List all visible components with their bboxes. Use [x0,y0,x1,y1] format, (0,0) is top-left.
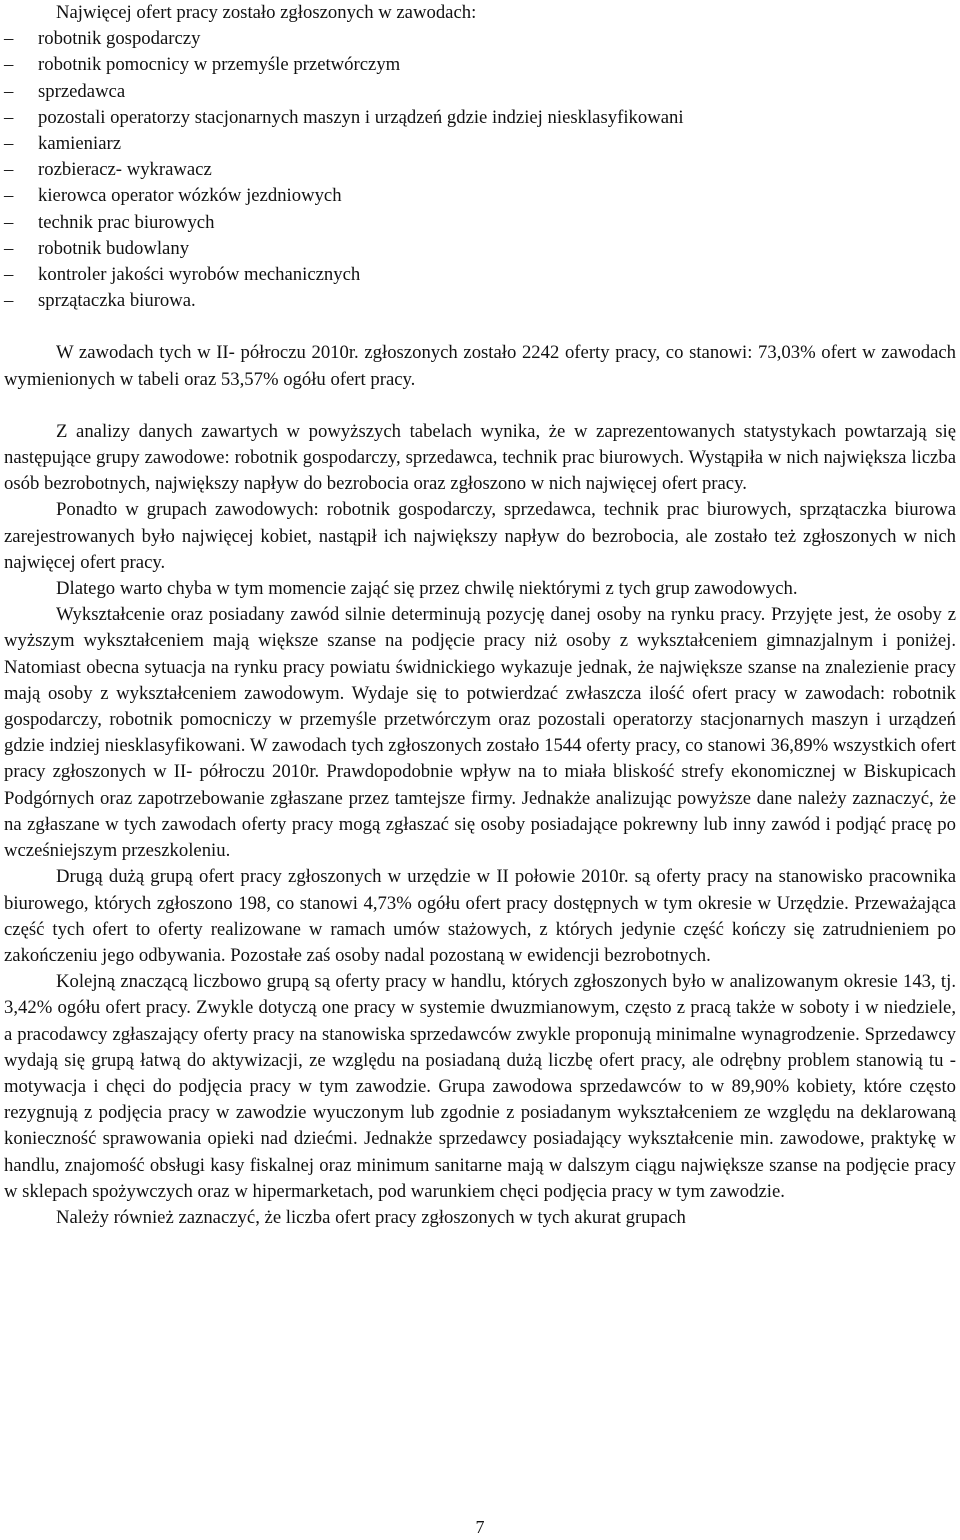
paragraph-groups: Dlatego warto chyba w tym momencie zająć się przez chwilę niektórymi z tych grup zawodowych. [56,578,798,600]
paragraph-women: Ponadto w grupach zawodowych: robotnik gospodarczy, sprzedawca, technik prac biurowych, sprzątaczka biurowa zarejestrowanych było najwięcej kobiet, nastąpił ich największy napływ do bezrobocia, ale zostało też zgłoszonych w nich najwięcej ofert pracy. [4,499,956,573]
list-item: – sprzątaczka biurowa. [4,288,956,314]
dash-bullet: – [4,133,14,155]
dash-bullet: – [4,185,14,207]
dash-bullet: – [4,264,14,286]
spacer [4,393,956,419]
list-item: – kierowca operator wózków jezdniowych [4,183,956,209]
list-item: – kontroler jakości wyrobów mechanicznych [4,262,956,288]
list-item: – sprzedawca [4,79,956,105]
paragraph-summary: W zawodach tych w II- półroczu 2010r. zgłoszonych zostało 2242 oferty pracy, co stanowi: 73,03% ofert w zawodach wymienionych w tabeli oraz 53,57% ogółu ofert pracy. [4,342,956,390]
list-item: – pozostali operatorzy stacjonarnych maszyn i urządzeń gdzie indziej niesklasyfikowani [4,105,956,131]
dash-bullet: – [4,159,14,181]
list-item: – technik prac biurowych [4,210,956,236]
document-page [4,0,956,1231]
dash-bullet: – [4,237,14,259]
list-item: – robotnik pomocnicy w przemyśle przetwórczym [4,52,956,78]
list-item: – robotnik gospodarczy [4,26,956,52]
dash-bullet: – [4,211,14,233]
dash-bullet: – [4,28,14,50]
dash-bullet: – [4,106,14,128]
dash-bullet: – [4,54,14,76]
list-item: – kamieniarz [4,131,956,157]
list-item: – robotnik budowlany [4,236,956,262]
paragraph-education: Wykształcenie oraz posiadany zawód silnie determinują pozycję danej osoby na rynku pracy. Przyjęte jest, że osoby z wyższym wykształceniem mają większe szanse na podjęcie pracy niż osoby z wykształceniem gimnazjalnym i poniżej. Natomiast obecna sytuacja na rynku pracy powiatu świdnickiego wykazuje jednak, że największe szanse na znalezienie pracy mają osoby z wykształceniem zawodowym. Wydaje się to potwierdzać zwłaszcza ilość ofert pracy w zawodach: robotnik gospodarczy, robotnik pomocniczy w przemyśle przetwórczym oraz pozostali operatorzy stacjonarnych maszyn i urządzeń gdzie indziej niesklasyfikowani. W zawodach tych zgłoszonych zostało 1544 oferty pracy, co stanowi 36,89% wszystkich ofert pracy zgłoszonych w II- półroczu 2010r. Prawdopodobnie wpływ na to miała bliskość strefy ekonomicznej w Biskupicach Podgórnych oraz zapotrzebowanie zgłaszane przez tamtejsze firmy. Jednakże analizując powyższe dane należy zaznaczyć, że na zgłaszane w tych zawodach oferty pracy mogą zgłaszać się osoby posiadające pokrewny lub inny zawód i podjąć pracę po wcześniejszym przeszkoleniu. [4,604,956,862]
intro-line: Najwięcej ofert pracy zostało zgłoszonych w zawodach: [56,2,477,23]
paragraph-closing: Należy również zaznaczyć, że liczba ofert pracy zgłoszonych w tych akurat grupach [56,1206,686,1228]
list-item: – rozbieracz- wykrawacz [4,157,956,183]
paragraph-office-worker: Drugą dużą grupą ofert pracy zgłoszonych w urzędzie w II połowie 2010r. są oferty pracy na stanowisko pracownika biurowego, których zgłoszono 198, co stanowi 4,73% ogółu ofert pracy dostępnych w tym okresie w Urzędzie. Przeważająca część tych ofert to oferty realizowane w ramach umów stażowych, z których jedynie część kończy się zatrudnieniem po zakończeniu jego odbywania. Pozostałe zaś osoby nadal pozostaną w ewidencji bezrobotnych. [4,866,956,966]
spacer [4,314,956,340]
page-number: 7 [475,1517,485,1537]
dash-bullet: – [4,80,14,102]
dash-bullet: – [4,290,14,312]
paragraph-trade: Kolejną znaczącą liczbowo grupą są oferty pracy w handlu, których zgłoszonych było w analizowanym okresie 143, tj. 3,42% ogółu ofert pracy. Zwykle dotyczą one pracy w systemie dwuzmianowym, często z pracą także w soboty i w niedziele, a pracodawcy zgłaszający oferty pracy na stanowiska sprzedawców zwykle proponują minimalne wynagrodzenie. Sprzedawcy wydają się grupą łatwą do aktywizacji, ze względu na posiadaną dużą liczbę ofert pracy, ale odrębny problem stanowią tu - motywacja i chęci do podjęcia pracy w tym zawodzie. Grupa zawodowa sprzedawców to w 89,90% kobiety, które często rezygnują z podjęcia pracy w zawodzie wyuczonym lub zgodnie z posiadanym wykształceniem ze względu na deklarowaną konieczność sprawowania opieki nad dziećmi. Jednakże sprzedawcy posiadający wykształcenie min. zawodowe, praktykę w handlu, znajomość obsługi kasy fiskalnej oraz minimum sanitarne mają w dalszym ciągu największe szanse na podjęcie pracy w sklepach spożywczych oraz w hipermarketach, pod warunkiem chęci podjęcia pracy w tym zawodzie. [4,971,956,1202]
paragraph-analysis: Z analizy danych zawartych w powyższych tabelach wynika, że w zaprezentowanych statystykach powtarzają się następujące grupy zawodowe: robotnik gospodarczy, sprzedawca, technik prac biurowych. Wystąpiła w nich największa liczba osób bezrobotnych, największy napływ do bezrobocia oraz zgłoszono w nich najwięcej ofert pracy. [4,420,956,495]
occupation-list [4,26,956,314]
